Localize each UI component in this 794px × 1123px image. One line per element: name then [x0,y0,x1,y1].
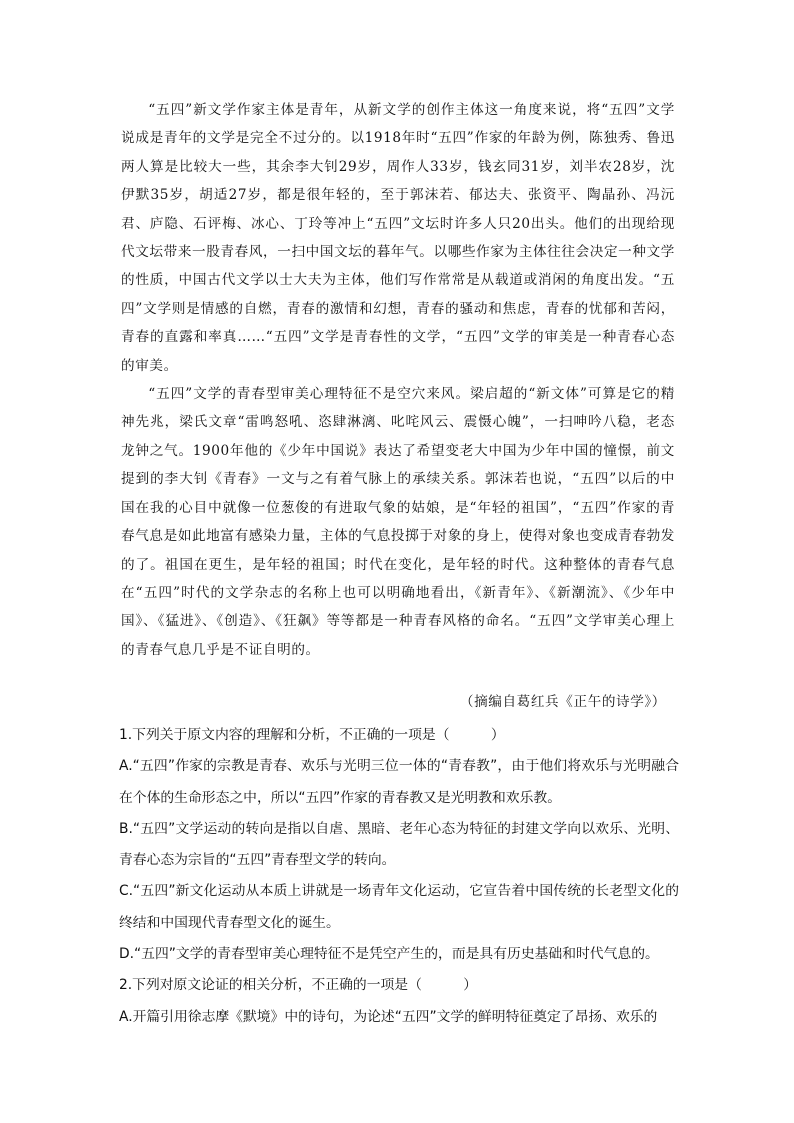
reading-passage [121,96,675,664]
answer-option: B.“五四”文学运动的转向是指以自虐、黑暗、老年心态为特征的封建文学向以欢乐、光明、青春心态为宗旨的“五四”青春型文学的转向。 [119,820,679,869]
question-section [119,720,679,1033]
question-stem: 2.下列对原文论证的相关分析，不正确的一项是（ ） [119,977,478,994]
passage-paragraph: “五四”文学的青春型审美心理特征不是空穴来风。梁启超的“新文体”可算是它的精神先兆，梁氏文章“雷鸣怒吼、恣肆淋漓、叱咤风云、震慑心魄”，一扫呻吟八稳，老态龙钟之气。1900年他的《少年中国说》表达了希望变老大中国为少年中国的憧憬，前文提到的李大钊《青春》一文与之有着气脉上的承续关系。郭沫若也说，“五四”以后的中国在我的心目中就像一位葱俊的有进取气象的姑娘，是“年轻的祖国”，“五四”作家的青春气息是如此地富有感染力量，主体的气息投掷于对象的身上，使得对象也变成青春勃发的了。祖国在更生，是年轻的祖国；时代在变化，是年轻的时代。这种整体的青春气息在“五四”时代的文学杂志的名称上也可以明确地看出，《新青年》、《新潮流》、《少年中国》、《猛进》、《创造》、《狂飙》等等都是一种青春风格的命名。“五四”文学审美心理上的青春气息几乎是不证自明的。 [121,386,675,658]
answer-option: A.开篇引用徐志摩《默境》中的诗句，为论述“五四”文学的鲜明特征奠定了昂扬、欢乐的 [119,1008,658,1025]
answer-option: C.“五四”新文化运动从本质上讲就是一场青年文化运动，它宣告着中国传统的长老型文化的终结和中国现代青春型文化的诞生。 [119,883,679,931]
answer-option: A.“五四”作家的宗教是青春、欢乐与光明三位一体的“青春教”，由于他们将欢乐与光明融合在个体的生命形态之中，所以“五四”作家的青春教又是光明教和欢乐教。 [119,758,679,806]
passage-paragraph: “五四”新文学作家主体是青年，从新文学的创作主体这一角度来说，将“五四”文学说成是青年的文学是完全不过分的。以1918年时“五四”作家的年龄为例，陈独秀、鲁迅两人算是比较大一些，其余李大钊29岁，周作人33岁，钱玄同31岁，刘半农28岁，沈伊默35岁，胡适27岁，都是很年轻的，至于郭沫若、郁达夫、张资平、陶晶孙、冯沅君、庐隐、石评梅、冰心、丁玲等冲上“五四”文坛时许多人只20出头。他们的出现给现代文坛带来一股青春风，一扫中国文坛的暮年气。以哪些作家为主体往往会决定一种文学的性质，中国古代文学以士大夫为主体，他们写作常常是从载道或消闲的角度出发。“五四”文学则是情感的自燃，青春的激情和幻想，青春的骚动和焦虑，青春的忧郁和苦闷，青春的直露和率真……“五四”文学是青春性的文学，“五四”文学的审美是一种青春心态的审美。 [121,102,675,374]
passage-source: （摘编自葛红兵《正午的诗学》） [459,694,666,710]
answer-option: D.“五四”文学的青春型审美心理特征不是凭空产生的，而是具有历史基础和时代气息的。 [119,946,659,963]
question-stem: 1.下列关于原文内容的理解和分析，不正确的一项是（ ） [119,727,505,743]
